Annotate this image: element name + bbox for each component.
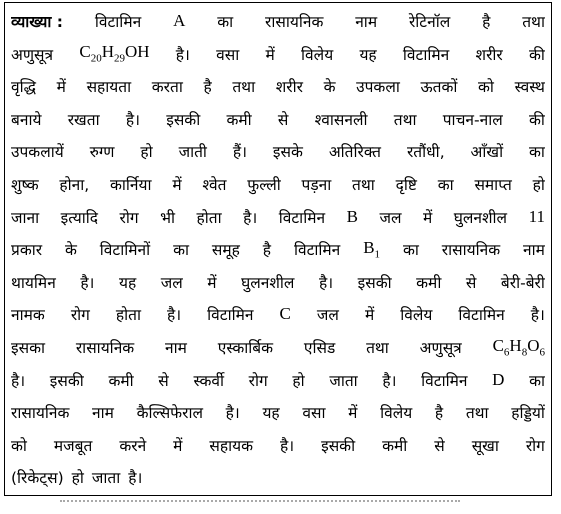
word: (रिकेट्स)	[11, 469, 64, 488]
text-line	[11, 71, 545, 101]
word: है।	[243, 208, 258, 227]
word: नामक	[11, 306, 45, 325]
word: के	[323, 78, 336, 97]
word: विटामिनों	[99, 241, 151, 260]
text-line	[11, 169, 545, 199]
word: नाम	[355, 13, 378, 31]
word: अणुसूत्र	[419, 339, 462, 357]
word: ऊतकों	[420, 78, 458, 97]
word: समाप्त	[474, 176, 512, 194]
word: कमी	[226, 110, 252, 129]
text-line	[11, 397, 545, 427]
word: अतिरिक्त	[328, 143, 382, 162]
word: विटामिन	[94, 13, 142, 31]
word: D	[492, 369, 505, 389]
word: है।	[318, 273, 334, 292]
word: होना,	[59, 176, 90, 194]
word: में	[348, 404, 358, 423]
word: तथा	[366, 339, 389, 357]
word: रेटिनॉल	[408, 13, 451, 31]
word: इसकी	[166, 110, 201, 129]
word: हो	[532, 176, 545, 194]
word: से	[434, 436, 445, 455]
word: बेरी-बेरी	[500, 273, 545, 292]
word: करने	[119, 436, 147, 455]
word: प्रकार	[11, 241, 43, 260]
text-line	[11, 267, 545, 297]
word: सूखा	[471, 436, 499, 455]
word: में	[207, 273, 217, 292]
text-line	[11, 136, 545, 166]
word: एस्कार्बिक	[217, 339, 274, 357]
word: होता	[196, 208, 222, 227]
word: $B_1$	[363, 237, 381, 261]
word: वसा	[216, 45, 240, 64]
word: है।	[128, 469, 143, 488]
word: को	[11, 436, 27, 455]
word: उपकलायें	[11, 143, 64, 162]
cut-off-next-line	[60, 500, 460, 514]
word: जल	[160, 273, 183, 292]
word: इसकी	[49, 371, 84, 390]
word: का	[437, 176, 454, 194]
word: जाती	[178, 143, 207, 162]
word: में	[172, 176, 182, 194]
word: फुल्ली	[247, 176, 281, 194]
explanation-box	[4, 2, 552, 496]
word: यह	[118, 273, 137, 292]
word: रोग	[248, 371, 268, 390]
word: वसा	[302, 404, 326, 423]
word: नाम	[165, 339, 187, 357]
word: बनाये	[11, 110, 42, 129]
word: दृष्टि	[395, 176, 417, 194]
word: यह	[359, 45, 377, 64]
word: है।	[175, 45, 190, 64]
word: हड्डियों	[511, 404, 545, 423]
word: A	[173, 11, 186, 30]
word: जल	[379, 208, 402, 227]
word: रुग्ण	[89, 143, 115, 162]
word: से	[465, 273, 477, 292]
text-line	[11, 104, 545, 134]
word: समूह	[211, 241, 240, 260]
word: उपकला	[356, 78, 400, 97]
word: करता	[151, 78, 183, 97]
word: नाम	[92, 404, 114, 423]
text-line	[11, 39, 545, 69]
word: अणुसूत्र	[11, 45, 54, 64]
word: भी	[160, 208, 176, 227]
word: रासायनिक	[264, 13, 324, 31]
word: पड़ना	[301, 176, 332, 194]
word: वृद्धि	[11, 78, 37, 97]
word: रासायनिक	[11, 404, 70, 423]
word: इसका	[11, 339, 46, 357]
word: इसके	[272, 143, 303, 162]
word: C	[279, 304, 291, 324]
word: कमी	[382, 436, 408, 455]
word: में	[56, 78, 66, 97]
text-line	[11, 462, 545, 492]
word: रतौंधी,	[406, 143, 445, 162]
word: कार्निया	[110, 176, 152, 194]
word: है।	[225, 404, 240, 423]
word: विलेय	[301, 45, 334, 64]
word: इसकी	[321, 436, 356, 455]
text-line	[11, 332, 545, 362]
word: है	[434, 404, 444, 423]
explanation-label: व्याख्या :	[11, 13, 63, 31]
word: हो	[71, 469, 84, 488]
word: विटामिन	[293, 241, 341, 260]
word: तथा	[232, 78, 256, 97]
word: यह	[262, 404, 280, 423]
word: शरीर	[475, 45, 503, 64]
word: है।	[11, 371, 26, 390]
word: की	[528, 110, 545, 129]
word: विटामिन	[402, 45, 450, 64]
word: तथा	[465, 404, 489, 423]
word: है।	[80, 273, 95, 292]
word: विटामिन	[421, 371, 468, 390]
word: सहायक	[209, 436, 254, 455]
text-line	[11, 202, 545, 232]
word: नाम	[523, 241, 545, 260]
word: विटामिन	[278, 208, 326, 227]
word: जल	[316, 306, 339, 325]
word: का	[402, 241, 419, 260]
word: इसकी	[357, 273, 392, 292]
word: शरीर	[275, 78, 303, 97]
word: $C_{20}H_{29}OH$	[79, 42, 150, 65]
word: स्कर्वी	[193, 371, 225, 390]
word: तथा	[522, 13, 545, 31]
word: है	[262, 241, 272, 260]
word: विटामिन	[458, 306, 505, 325]
word: हो	[292, 371, 305, 390]
word: कैल्सिफेराल	[136, 404, 203, 423]
word: में	[364, 306, 375, 325]
word: तथा	[393, 110, 417, 129]
word: है	[482, 13, 491, 31]
word: कमी	[108, 371, 134, 390]
word: में	[173, 436, 183, 455]
word: हैं।	[232, 143, 247, 162]
word: स्वस्थ	[514, 78, 545, 97]
word: में	[265, 45, 275, 64]
word: आँखों	[470, 143, 504, 162]
word: विटामिन	[207, 306, 254, 325]
word: जाना	[11, 208, 40, 227]
word: जाता	[329, 371, 358, 390]
word: का	[529, 143, 545, 162]
word: को	[478, 78, 494, 97]
word: रखता	[67, 110, 100, 129]
word: पाचन-नाल	[442, 110, 503, 129]
word: श्वेत	[202, 176, 227, 194]
word: के	[64, 241, 77, 260]
text-line	[11, 365, 545, 395]
word: का	[529, 371, 545, 390]
word: एसिड	[303, 339, 336, 357]
word: सहायता	[86, 78, 132, 97]
word: है।	[382, 371, 397, 390]
word: की	[529, 45, 545, 64]
word: कमी	[416, 273, 442, 292]
word: है।	[530, 306, 545, 325]
word: रासायनिक	[75, 339, 135, 357]
text-line	[11, 234, 545, 264]
word: है।	[125, 110, 140, 129]
word: रोग	[70, 306, 90, 325]
word: 11	[528, 206, 545, 226]
word: जाता	[91, 469, 121, 488]
word: हो	[140, 143, 153, 162]
text-line	[11, 430, 545, 460]
word: घुलनशील	[241, 273, 295, 292]
word: रोग	[525, 436, 545, 455]
word: का	[173, 241, 189, 260]
word: है	[203, 78, 212, 97]
word: श्वासनली	[314, 110, 368, 129]
word: से	[277, 110, 289, 129]
word: में	[422, 208, 433, 227]
word: B	[346, 206, 358, 226]
word: का	[217, 13, 234, 31]
word: शुष्क	[11, 176, 39, 194]
word: रोग	[119, 208, 139, 227]
word: मजबूत	[53, 436, 93, 455]
word: थायमिन	[11, 273, 56, 292]
word: रासायनिक	[441, 241, 501, 260]
word: विलेय	[400, 306, 433, 325]
word: इत्यादि	[60, 208, 98, 227]
word: होता	[115, 306, 142, 325]
word: है।	[280, 436, 295, 455]
word: से	[158, 371, 169, 390]
word: है।	[167, 306, 182, 325]
word: तथा	[352, 176, 375, 194]
word: घुलनशील	[453, 208, 508, 227]
text-line	[11, 6, 545, 36]
word: विलेय	[380, 404, 413, 423]
text-line	[11, 299, 545, 329]
word: $C_6H_8O_6$	[492, 335, 545, 359]
